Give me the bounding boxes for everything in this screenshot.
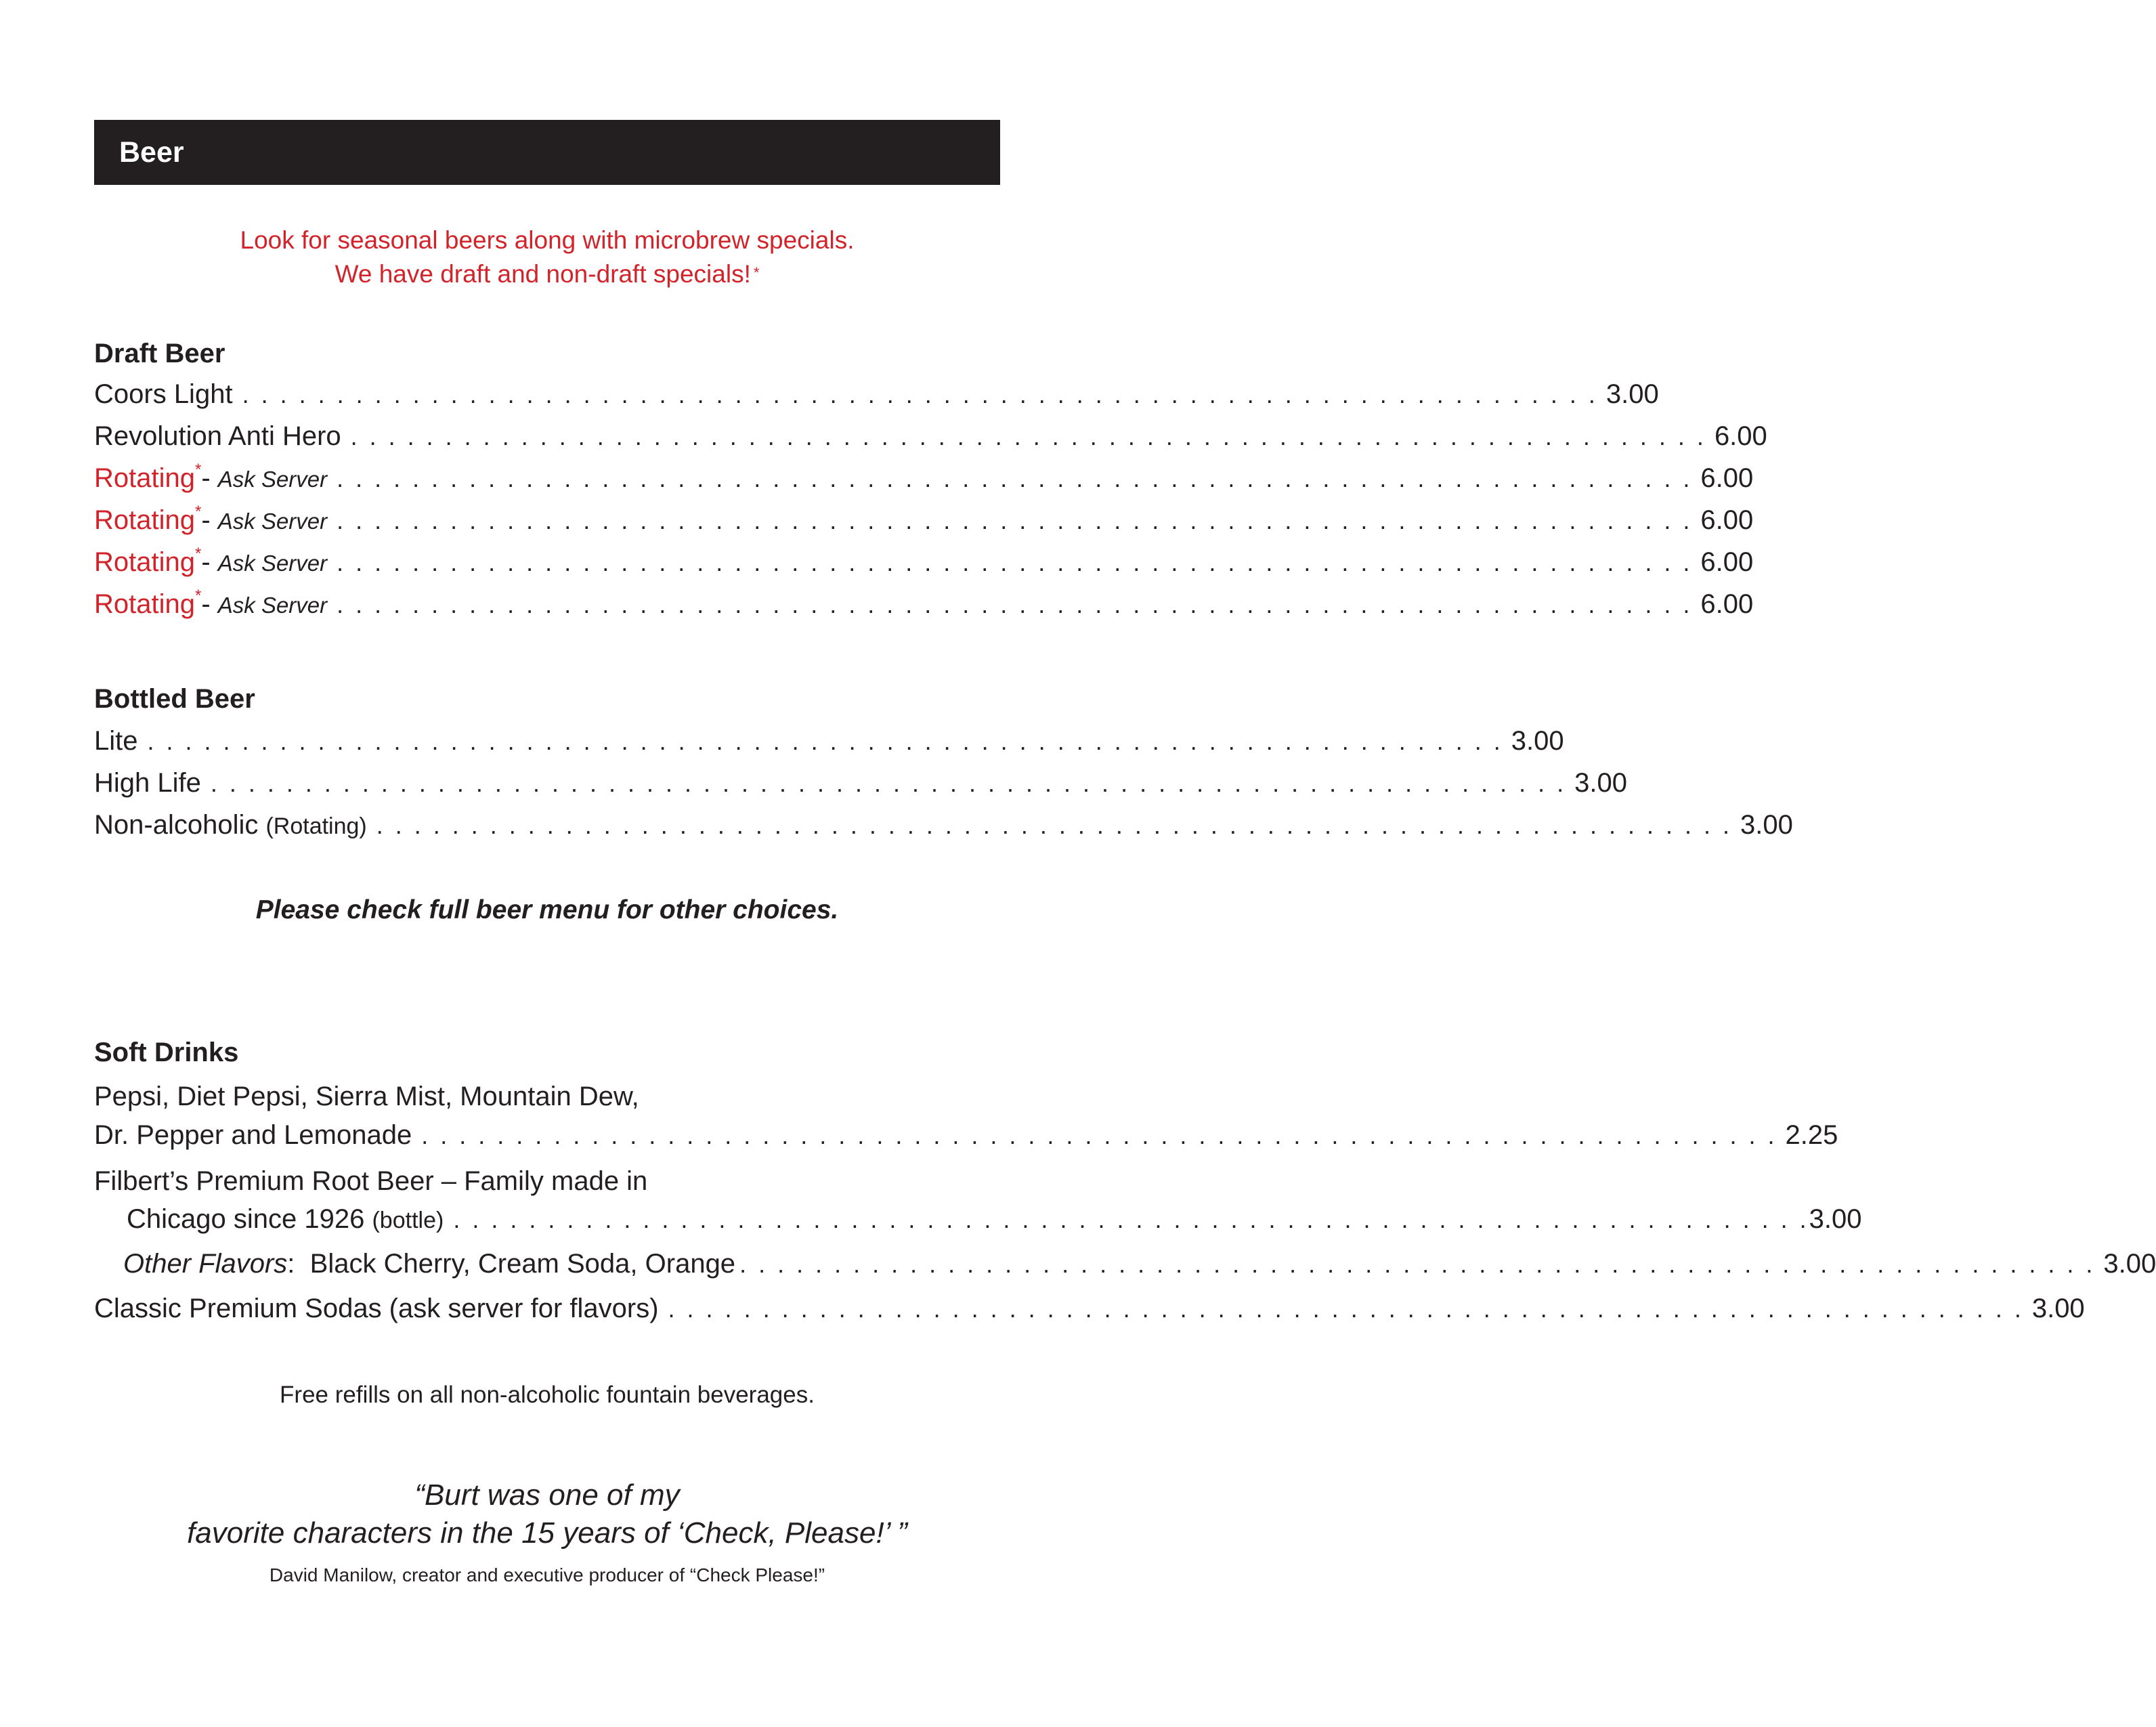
free-refills-note: Free refills on all non-alcoholic fountain beverages. <box>280 1382 815 1408</box>
root-beer-line-1: Filbert’s Premium Root Beer – Family made in <box>94 1166 648 1196</box>
item-note: (Rotating) <box>265 813 367 839</box>
asterisk-mark: * <box>194 545 202 563</box>
dot-leader: . . . . . . . . . . . . . . . . . . . . . . . . . . . . . . . . . . . . . . . . . . . . . . . . . . . . . . . . . . . . . . . . . . . . . . . . <box>210 769 1567 797</box>
dot-leader: . . . . . . . . . . . . . . . . . . . . . . . . . . . . . . . . . . . . . . . . . . . . . . . . . . . . . . . . . . . . . . . . . . . . . . . . <box>337 465 1693 492</box>
menu-item <box>94 587 1754 627</box>
item-price: 3.00 <box>1740 810 1793 840</box>
item-price: 3.00 <box>2103 1249 2156 1279</box>
quote-attribution: David Manilow, creator and executive producer of “Check Please!” <box>269 1564 825 1585</box>
item-price: 6.00 <box>1700 505 1754 535</box>
quote-line-2: favorite characters in the 15 years of ‘Check, Please!’ ” <box>187 1516 907 1550</box>
dot-leader: . . . . . . . . . . . . . . . . . . . . . . . . . . . . . . . . . . . . . . . . . . . . . . . . . . . . . . . . . . . . . . . . . . . . . . . . <box>453 1206 1809 1233</box>
section-heading-soft-drinks: Soft Drinks <box>94 1038 239 1067</box>
asterisk-mark: * <box>194 503 202 521</box>
item-name: Dr. Pepper and Lemonade <box>94 1120 412 1150</box>
menu-item <box>94 461 1754 501</box>
item-name: Other Flavors: Black Cherry, Cream Soda, Orange <box>123 1249 736 1279</box>
section-heading-draft: Draft Beer <box>94 339 225 368</box>
ask-server-note: Ask Server <box>217 467 328 492</box>
item-price: 6.00 <box>1700 547 1754 577</box>
other-flavors-label: Other Flavors <box>123 1249 288 1279</box>
dot-leader: . . . . . . . . . . . . . . . . . . . . . . . . . . . . . . . . . . . . . . . . . . . . . . . . . . . . . . . . . . . . . . . . . . . . . . . . <box>350 423 1706 450</box>
dot-leader: . . . . . . . . . . . . . . . . . . . . . . . . . . . . . . . . . . . . . . . . . . . . . . . . . . . . . . . . . . . . . . . . . . . . . . . . <box>376 811 1733 839</box>
item-price: 6.00 <box>1714 421 1767 451</box>
dot-leader: . . . . . . . . . . . . . . . . . . . . . . . . . . . . . . . . . . . . . . . . . . . . . . . . . . . . . . . . . . . . . . . . . . . . . . . . <box>668 1295 2024 1323</box>
item-price: 3.00 <box>2031 1294 2085 1323</box>
beer-menu-note: Please check full beer menu for other choices. <box>255 895 839 924</box>
dot-leader: . . . . . . . . . . . . . . . . . . . . . . . . . . . . . . . . . . . . . . . . . . . . . . . . . . . . . . . . . . . . . . . . . . . . . . . . <box>739 1250 2096 1278</box>
item-price: 3.00 <box>1605 379 1659 409</box>
dot-leader: . . . . . . . . . . . . . . . . . . . . . . . . . . . . . . . . . . . . . . . . . . . . . . . . . . . . . . . . . . . . . . . . . . . . . . . . <box>421 1122 1777 1149</box>
item-price: 6.00 <box>1700 463 1754 493</box>
beer-banner <box>94 120 1000 185</box>
item-price: 6.00 <box>1700 589 1754 619</box>
asterisk-mark: * <box>194 587 202 605</box>
dot-leader: . . . . . . . . . . . . . . . . . . . . . . . . . . . . . . . . . . . . . . . . . . . . . . . . . . . . . . . . . . . . . . . . . . . . . . . . <box>337 591 1693 618</box>
item-note: (bottle) <box>372 1208 444 1233</box>
quote-line-1: “Burt was one of my <box>414 1478 680 1512</box>
item-name: Coors Light <box>94 379 233 409</box>
item-name: High Life <box>94 768 201 798</box>
item-price: 2.25 <box>1785 1120 1838 1150</box>
menu-item <box>94 503 1754 543</box>
dot-leader: . . . . . . . . . . . . . . . . . . . . . . . . . . . . . . . . . . . . . . . . . . . . . . . . . . . . . . . . . . . . . . . . . . . . . . . . <box>242 381 1598 408</box>
section-heading-bottled: Bottled Beer <box>94 684 255 714</box>
dot-leader: . . . . . . . . . . . . . . . . . . . . . . . . . . . . . . . . . . . . . . . . . . . . . . . . . . . . . . . . . . . . . . . . . . . . . . . . <box>337 549 1693 576</box>
item-name: Rotating*- Ask Server <box>94 587 328 619</box>
item-price: 3.00 <box>1511 726 1564 756</box>
promo-line-2: We have draft and non-draft specials! * <box>335 260 760 288</box>
item-name: Rotating*- Ask Server <box>94 545 328 577</box>
promo-line-1: Look for seasonal beers along with microbrew specials. <box>240 226 855 254</box>
item-price: 3.00 <box>1574 768 1628 798</box>
menu-item <box>123 1249 2156 1287</box>
ask-server-note: Ask Server <box>217 509 328 534</box>
menu-item <box>94 1120 1838 1158</box>
item-name: Rotating*- Ask Server <box>94 461 328 493</box>
item-name: Revolution Anti Hero <box>94 421 341 451</box>
item-name: Chicago since 1926 (bottle) <box>127 1204 444 1234</box>
asterisk-mark: * <box>194 461 202 479</box>
item-name: Non-alcoholic (Rotating) <box>94 810 367 840</box>
ask-server-note: Ask Server <box>217 551 328 576</box>
item-price: 3.00 <box>1809 1204 1862 1234</box>
menu-item <box>127 1204 1862 1242</box>
item-name: Classic Premium Sodas (ask server for flavors) <box>94 1294 659 1323</box>
dot-leader: . . . . . . . . . . . . . . . . . . . . . . . . . . . . . . . . . . . . . . . . . . . . . . . . . . . . . . . . . . . . . . . . . . . . . . . . <box>337 507 1693 534</box>
menu-item <box>94 545 1754 585</box>
banner-title: Beer <box>119 135 184 169</box>
menu-item <box>94 768 1628 806</box>
item-name: Rotating*- Ask Server <box>94 503 328 535</box>
menu-item <box>94 1294 2085 1331</box>
menu-item <box>94 379 1659 417</box>
menu-item <box>94 810 1793 848</box>
ask-server-note: Ask Server <box>217 593 328 618</box>
menu-item <box>94 421 1767 459</box>
asterisk-mark: * <box>753 264 760 281</box>
menu-item <box>94 726 1564 764</box>
fountain-drinks-line-1: Pepsi, Diet Pepsi, Sierra Mist, Mountain Dew, <box>94 1082 639 1111</box>
item-name: Lite <box>94 726 138 756</box>
dot-leader: . . . . . . . . . . . . . . . . . . . . . . . . . . . . . . . . . . . . . . . . . . . . . . . . . . . . . . . . . . . . . . . . . . . . . . . . <box>147 727 1503 755</box>
